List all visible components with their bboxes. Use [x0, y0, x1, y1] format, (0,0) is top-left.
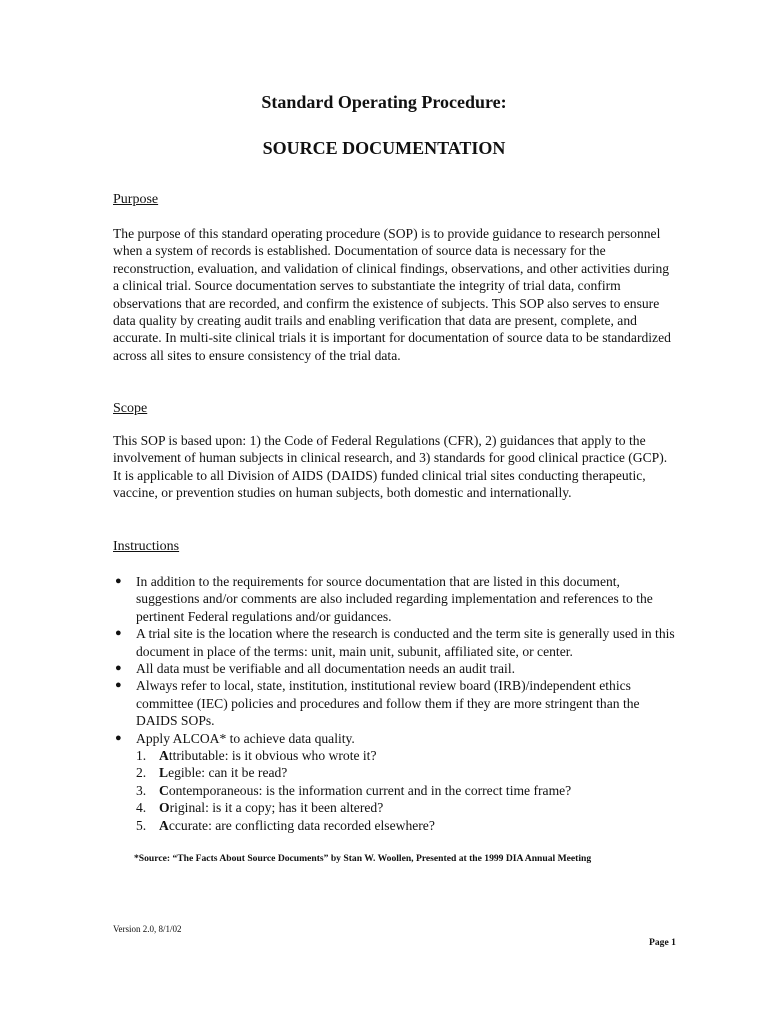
alcoa-text: egible: can it be read?: [168, 765, 288, 781]
alcoa-number: 3.: [136, 782, 147, 798]
alcoa-list: [136, 747, 678, 834]
purpose-paragraph: The purpose of this standard operating procedure (SOP) is to provide guidance to research personnel when a system of records is established. Documentation of source data is necessary for the reconstruction, evaluation, and validation of clinical findings, observations, and other activities during a clinical trial. Source documentation serves to substantiate the integrity of trial data, confirm observations that are recorded, and confirm the existence of subjects. This SOP also serves to ensure data quality by creating audit trails and enabling verification that data are present, complete, and accurate. In multi-site clinical trials it is important for documentation of source data to be standardized across all sites to ensure consistency of the trial data.: [113, 226, 671, 363]
list-item-text: A trial site is the location where the research is conducted and the term site is generally used in this document in place of the terms: unit, main unit, subunit, affiliated site, or center.: [136, 626, 675, 659]
list-item-text: Apply ALCOA* to achieve data quality.: [136, 730, 355, 746]
alcoa-item: [136, 747, 678, 764]
alcoa-letter: C: [159, 782, 169, 798]
alcoa-item: [136, 799, 678, 816]
page-subtitle: SOURCE DOCUMENTATION: [262, 138, 506, 158]
alcoa-text: ccurate: are conflicting data recorded elsewhere?: [168, 817, 435, 833]
alcoa-number: 4.: [136, 800, 147, 816]
instructions-heading: Instructions: [113, 539, 180, 554]
alcoa-number: 1.: [136, 748, 147, 764]
alcoa-text: riginal: is it a copy; has it been altered?: [169, 800, 384, 816]
page-number: Page 1: [649, 937, 676, 948]
alcoa-item: [136, 782, 678, 799]
purpose-heading: Purpose: [113, 192, 159, 207]
list-item: [113, 660, 678, 677]
alcoa-letter: A: [159, 748, 169, 764]
alcoa-number: 5.: [136, 817, 147, 833]
alcoa-letter: L: [159, 765, 169, 781]
list-item: [113, 677, 678, 729]
bullet-icon: ●: [115, 627, 122, 640]
bullet-icon: ●: [115, 662, 122, 675]
alcoa-item: [136, 764, 678, 781]
alcoa-item: [136, 817, 678, 834]
list-item-text: In addition to the requirements for source documentation that are listed in this document, suggestions and/or comments are also included regarding implementation and references to the pertinent Federal regulations and/or guidances.: [136, 574, 653, 624]
alcoa-text: ontemporaneous: is the information current and in the correct time frame?: [168, 782, 572, 798]
bullet-icon: ●: [115, 731, 122, 744]
instructions-list: [113, 573, 678, 834]
alcoa-text: ttributable: is it obvious who wrote it?: [168, 748, 377, 764]
bullet-icon: ●: [115, 575, 122, 587]
page-title: Standard Operating Procedure:: [261, 92, 507, 112]
version-footer: Version 2.0, 8/1/02: [113, 924, 182, 934]
list-item: [113, 625, 678, 660]
list-item-text: Always refer to local, state, institution, institutional review board (IRB)/independent ethics committee (IEC) policies and procedures and follow them if they are more stringent than the DAIDS SOPs.: [136, 678, 640, 729]
bullet-icon: ●: [115, 679, 122, 692]
alcoa-letter: A: [159, 817, 169, 833]
list-item-text: All data must be verifiable and all documentation needs an audit trail.: [136, 661, 515, 677]
scope-heading: Scope: [113, 401, 148, 416]
scope-paragraph: This SOP is based upon: 1) the Code of Federal Regulations (CFR), 2) guidances that apply to the involvement of human subjects in clinical research, and 3) standards for good clinical practice (GCP). It is applicable to all Division of AIDS (DAIDS) funded clinical trial sites conducting therapeutic, vaccine, or prevention studies on human subjects, both domestic and internationally.: [113, 433, 668, 501]
alcoa-letter: O: [159, 800, 170, 816]
list-item: [113, 730, 678, 834]
list-item: [113, 573, 678, 625]
alcoa-number: 2.: [136, 765, 147, 781]
source-footnote: *Source: “The Facts About Source Documents” by Stan W. Woollen, Presented at the 1999 DIA Annual Meeting: [134, 853, 592, 864]
